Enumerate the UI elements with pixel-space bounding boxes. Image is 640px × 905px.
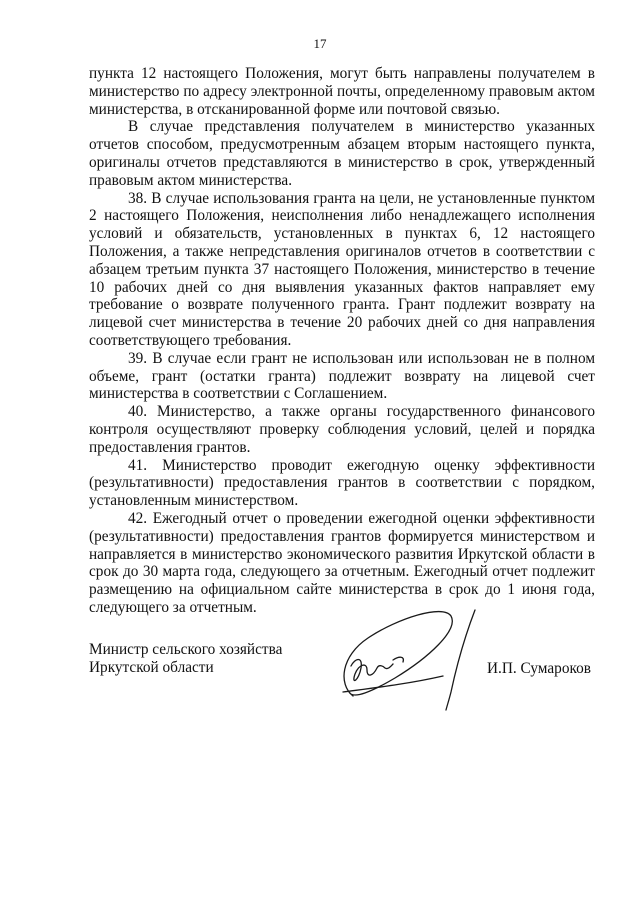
handwritten-signature: [333, 596, 483, 714]
paragraph-item-39: 39. В случае если грант не использован или использован не в полном объеме, грант (остатки гранта) подлежит возврату на лицевой счет министерства в соответствии с Соглашением.: [89, 349, 595, 403]
paragraph-item-41: 41. Министерство проводит ежегодную оценку эффективности (результативности) предоставления грантов в соответствии с порядком, установленным министерством.: [89, 456, 595, 510]
signer-name: И.П. Сумароков: [486, 660, 591, 677]
paragraph-reports-originals: В случае представления получателем в министерство указанных отчетов способом, предусмотренным абзацем вторым настоящего пункта, оригиналы отчетов представляются в министерство в срок, утвержденный правовым актом министерства.: [89, 118, 595, 189]
signature-slash-stroke: [446, 610, 475, 710]
paragraph-item-38: 38. В случае использования гранта на цели, не установленные пунктом 2 настоящего Положения, неисполнения либо ненадлежащего исполнения условий и обязательств, установленных в пунктах 6, 12 настоящего Положения, а также непредставления оригиналов отчетов в соответствии с абзацем третьим пункта 37 настоящего Положения, министерство в течение 10 рабочих дней со дня выявления указанных фактов направляет ему требование о возврате полученного гранта. Грант подлежит возврату на лицевой счет министерства в течение 20 рабочих дней со дня направления соответствующего требования.: [89, 189, 595, 349]
paragraph-item-42: 42. Ежегодный отчет о проведении ежегодной оценки эффективности (результативности) предоставления грантов формируется министерством и направляется в министерство экономического развития Иркутской области в срок до 30 марта года, следующего за отчетным. Ежегодный отчет подлежит размещению на официальном сайте министерства в срок до 1 июня года, следующего за отчетным.: [89, 509, 595, 616]
paragraph-item-40: 40. Министерство, а также органы государственного финансового контроля осуществляют проверку соблюдения условий, целей и порядка предоставления грантов.: [89, 403, 595, 456]
signature-initials-stroke: [351, 660, 393, 681]
signer-title-line-2: Иркутской области: [89, 659, 214, 676]
signature-loop-stroke: [344, 612, 452, 696]
signature-flick-stroke: [393, 657, 403, 662]
paragraph-continuation: пункта 12 настоящего Положения, могут быть направлены получателем в министерство по адресу электронной почты, определенному правовым актом министерства, в отсканированной форме или почтовой связью.: [89, 65, 595, 118]
signer-title: [89, 641, 282, 677]
page-number: 17: [313, 36, 327, 51]
signer-title-line-1: Министр сельского хозяйства: [89, 641, 283, 658]
document-body: [89, 65, 595, 617]
signature-strokes: [343, 610, 475, 710]
